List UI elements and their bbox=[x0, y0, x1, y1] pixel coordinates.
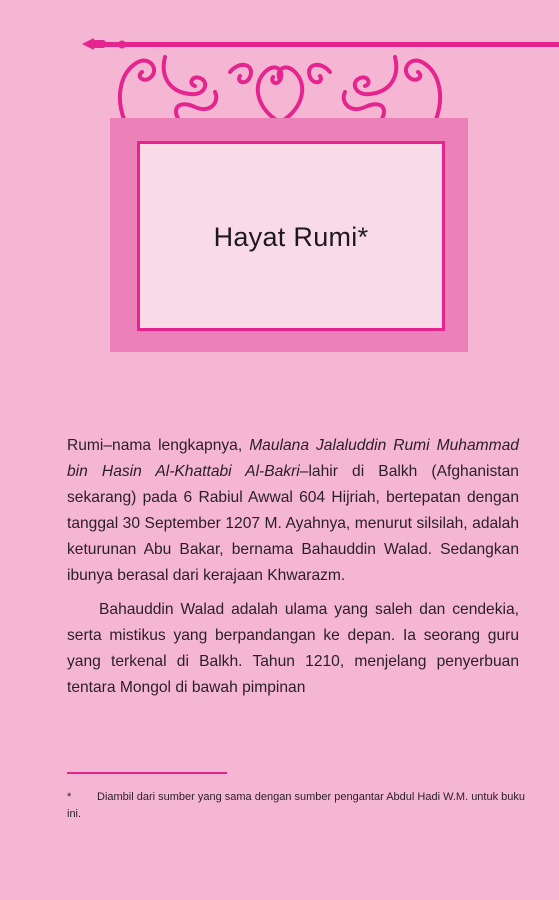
footnote-mark: * bbox=[67, 791, 72, 803]
footnote bbox=[67, 789, 527, 823]
paragraph-1-rest: –lahir di Balkh (Afghanistan sekarang) pada 6 Rabiul Awwal 604 Hijriah, bertepatan dengan tanggal 30 September 1207 M. Ayahnya, menurut silsilah, adalah keturunan Abu Bakar, bernama Bahauddin Walad. Sedangkan ibunya berasal dari kerajaan Khwarazm. bbox=[67, 463, 519, 584]
paragraph-1 bbox=[67, 433, 519, 589]
scrollwork-ornament bbox=[110, 52, 450, 127]
footnote-divider bbox=[67, 772, 227, 774]
footnote-text: Diambil dari sumber yang sama dengan sumber pengantar Abdul Hadi W.M. untuk buku ini. bbox=[67, 791, 526, 820]
paragraph-2: Bahauddin Walad adalah ulama yang saleh dan cendekia, serta mistikus yang berpandangan ke depan. Ia seorang guru yang terkenal di Balkh. Tahun 1210, menjelang penyerbuan tentara Mongol di bawah pimpinan bbox=[67, 601, 519, 696]
chapter-title: Hayat Rumi* bbox=[213, 222, 369, 252]
paragraph-1-lead: Rumi–nama lengkapnya, bbox=[67, 437, 250, 454]
body-text bbox=[67, 433, 519, 701]
full-name-italic: Maulana Jalaluddin Rumi Muhammad bin Hasin Al-Khattabi Al-Bakri bbox=[67, 437, 519, 480]
